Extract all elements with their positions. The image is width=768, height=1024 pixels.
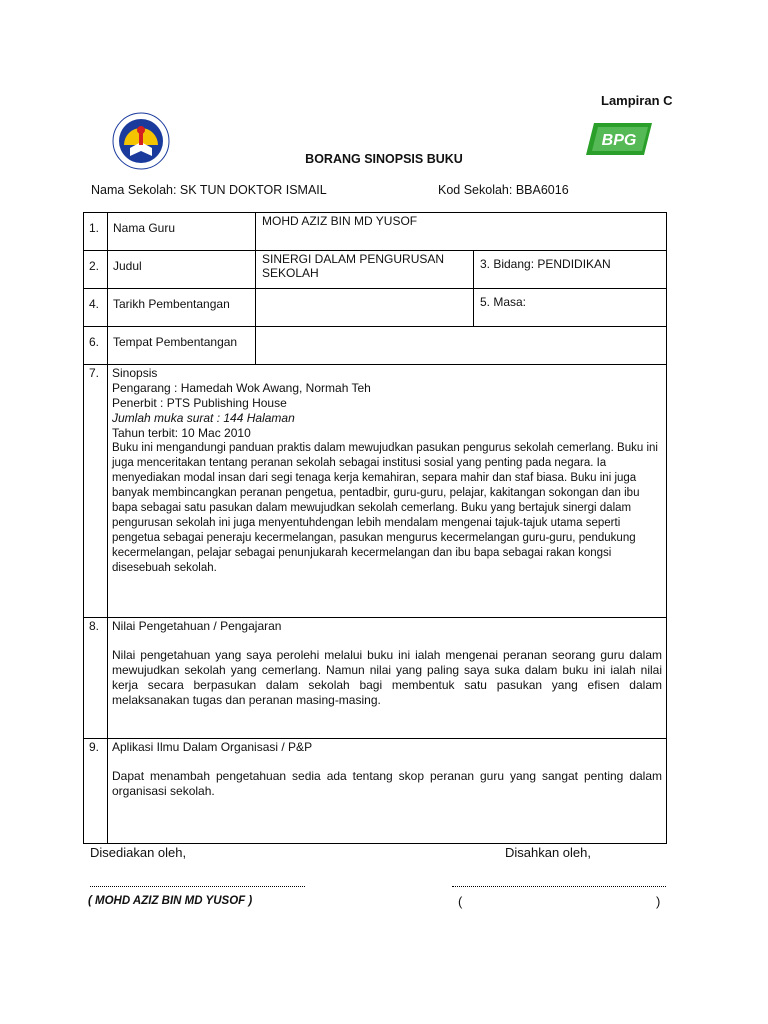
value-nama-guru[interactable]: MOHD AZIZ BIN MD YUSOF: [256, 213, 667, 251]
prepared-by-name: ( MOHD AZIZ BIN MD YUSOF ): [88, 895, 253, 907]
approved-by-label: Disahkan oleh,: [505, 845, 591, 860]
row-nama-guru: [84, 213, 667, 251]
sinopsis-heading: Sinopsis: [112, 366, 158, 380]
value-judul[interactable]: [256, 251, 474, 289]
value-tarikh[interactable]: [256, 289, 474, 327]
tahun-terbit: Tahun terbit: 10 Mac 2010: [112, 426, 251, 440]
label-judul: Judul: [108, 251, 256, 289]
row-tempat: [84, 327, 667, 365]
penerbit: Penerbit : PTS Publishing House: [112, 396, 287, 410]
label-tarikh: Tarikh Pembentangan: [108, 289, 256, 327]
prepared-signature-line[interactable]: [90, 874, 305, 887]
row-number: 4.: [84, 289, 108, 327]
row-judul: [84, 251, 667, 289]
approved-signature-line[interactable]: [452, 874, 666, 887]
nilai-content[interactable]: [108, 618, 667, 739]
row-tarikh: [84, 289, 667, 327]
row-number: 2.: [84, 251, 108, 289]
approved-name-close: ): [656, 894, 661, 909]
label-nama-guru: Nama Guru: [108, 213, 256, 251]
aplikasi-heading: Aplikasi Ilmu Dalam Organisasi / P&P: [112, 740, 313, 754]
row-number: 6.: [84, 327, 108, 365]
jumlah-muka-surat: Jumlah muka surat : 144 Halaman: [112, 411, 295, 425]
lampiran-label: Lampiran C: [601, 93, 673, 108]
sinopsis-content[interactable]: [108, 365, 667, 618]
label-tempat: Tempat Pembentangan: [108, 327, 256, 365]
pengarang: Pengarang : Hamedah Wok Awang, Normah Teh: [112, 381, 371, 395]
aplikasi-body: Dapat menambah pengetahuan sedia ada tentang skop peranan guru yang sangat penting dalam organisasi sekolah.: [112, 769, 662, 798]
row-nilai: [84, 618, 667, 739]
judul-line-2: SEKOLAH: [262, 266, 319, 280]
judul-line-1: SINERGI DALAM PENGURUSAN: [262, 252, 445, 266]
value-bidang[interactable]: 3. Bidang: PENDIDIKAN: [474, 251, 667, 289]
row-number: 9.: [84, 739, 108, 844]
nilai-body: Nilai pengetahuan yang saya perolehi melalui buku ini ialah mengenai peranan seorang guru dalam mewujudkan sekolah yang cemerlang. Namun nilai yang paling saya suka dalam buku ini ialah nilai kerja secara berpasukan dalam sekolah bagi membentuk satu pasukan yang efisen dalam melaksanakan tugas dan peranan masing-masing.: [112, 648, 662, 707]
nilai-heading: Nilai Pengetahuan / Pengajaran: [112, 619, 282, 633]
row-number: 1.: [84, 213, 108, 251]
value-masa[interactable]: 5. Masa:: [474, 289, 667, 327]
prepared-by-label: Disediakan oleh,: [90, 845, 187, 860]
approved-name-open: (: [458, 894, 463, 909]
synopsis-form-table: [83, 212, 667, 844]
row-sinopsis: [84, 365, 667, 618]
row-number: 8.: [84, 618, 108, 739]
row-aplikasi: [84, 739, 667, 844]
value-tempat[interactable]: [256, 327, 667, 365]
school-name: Nama Sekolah: SK TUN DOKTOR ISMAIL: [91, 183, 327, 197]
form-title: BORANG SINOPSIS BUKU: [305, 152, 463, 166]
row-number: 7.: [84, 365, 108, 618]
bpg-logo-text: BPG: [601, 132, 637, 149]
aplikasi-content[interactable]: [108, 739, 667, 844]
sinopsis-body: Buku ini mengandungi panduan praktis dalam mewujudkan pasukan pengurus sekolah cemerlang. Buku ini juga menceritakan tentang peranan sekolah sebagai institusi sosial yang penting pada negara. Ia menyediakan modal insan dari segi tenaga kerja kemahiran, separa mahir dan staf biasa. Buku ini juga banyak membincangkan peranan pengetua, pentadbir, guru-guru, pelajar, kakitangan sokongan dan ibu bapa sebagai satu pasukan dalam mewujudkan sekolah cemerlang. Buku yang bertajuk sinergi dalam pengurusan sekolah ini juga menyentuhdengan lebih mendalam mengenai tajuk-tajuk utama seperti pengetua sebagai peneraju kecermelangan, pasukan mengurus kecermelangan guru-guru, pendukung kecermelangan, pelajar sebagai penunjukarah kecermelangan dan ibu bapa sebagai rakan kongsi disesebuah sekolah.: [112, 442, 658, 574]
school-code: Kod Sekolah: BBA6016: [438, 183, 569, 197]
